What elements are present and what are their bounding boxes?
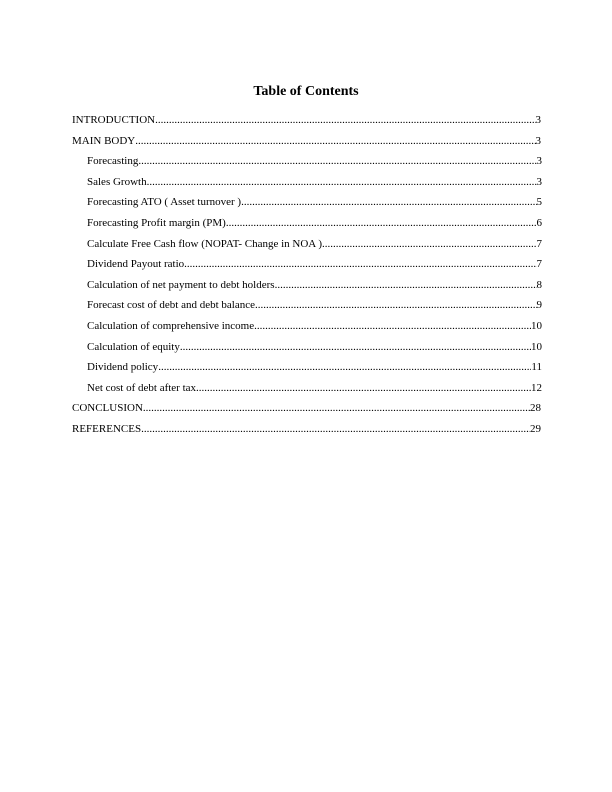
toc-entry-page-number: 12 <box>531 381 542 394</box>
toc-entry[interactable] <box>72 360 542 381</box>
toc-entry[interactable] <box>72 257 542 278</box>
toc-entry[interactable] <box>72 195 542 216</box>
toc-entry-page-number: 3 <box>535 114 541 126</box>
toc-dot-leader <box>147 175 537 189</box>
toc-entry[interactable] <box>72 319 542 340</box>
toc-entry[interactable] <box>72 401 541 422</box>
toc-entry-page-number: 3 <box>536 175 542 188</box>
toc-entry-page-number: 29 <box>530 422 541 435</box>
toc-dot-leader <box>180 340 531 354</box>
toc-dot-leader <box>141 422 530 436</box>
toc-entry-page-number: 10 <box>531 340 542 353</box>
toc-entry-page-number: 11 <box>531 361 542 374</box>
toc-entry-label: INTRODUCTION <box>72 114 156 126</box>
toc-entry-label: Sales Growth <box>87 175 147 188</box>
toc-entry-page-number: 6 <box>536 216 542 229</box>
toc-dot-leader <box>322 237 536 251</box>
toc-entry-label: MAIN BODY <box>72 134 136 147</box>
toc-entry-label: Net cost of debt after tax <box>87 381 197 394</box>
toc-entry-page-number: 7 <box>536 237 542 250</box>
toc-entry-page-number: 8 <box>536 278 542 291</box>
toc-entry-page-number: 28 <box>530 402 541 415</box>
toc-entry[interactable] <box>72 278 542 299</box>
toc-dot-leader <box>196 381 531 395</box>
toc-list <box>72 113 552 443</box>
toc-entry[interactable] <box>72 134 541 155</box>
toc-entry-label: Forecasting <box>87 155 139 168</box>
toc-entry-label: CONCLUSION <box>72 402 143 415</box>
toc-dot-leader <box>155 113 535 127</box>
toc-entry-page-number: 3 <box>536 155 542 168</box>
toc-entry[interactable] <box>72 237 542 258</box>
toc-entry-page-number: 10 <box>531 319 542 332</box>
toc-dot-leader <box>255 298 537 312</box>
toc-entry-page-number: 9 <box>536 299 542 312</box>
toc-dot-leader <box>138 154 536 168</box>
toc-entry[interactable] <box>72 216 542 237</box>
toc-dot-leader <box>158 360 531 374</box>
toc-dot-leader <box>184 257 536 271</box>
toc-dot-leader <box>254 319 531 333</box>
toc-entry-label: Calculation of equity <box>87 340 180 353</box>
toc-entry-label: Forecasting Profit margin (PM) <box>87 216 226 229</box>
toc-dot-leader <box>226 216 537 230</box>
toc-dot-leader <box>241 195 536 209</box>
toc-entry[interactable] <box>72 422 541 443</box>
toc-entry[interactable] <box>72 175 542 196</box>
toc-entry[interactable] <box>72 298 542 319</box>
toc-entry-label: Calculation of net payment to debt holders <box>87 278 275 291</box>
toc-entry-label: Forecast cost of debt and debt balance <box>87 299 255 312</box>
toc-dot-leader <box>135 134 535 148</box>
toc-entry-label: Calculate Free Cash flow (NOPAT- Change in NOA ) <box>87 237 323 250</box>
toc-entry-page-number: 7 <box>536 258 542 271</box>
toc-entry[interactable] <box>72 381 542 402</box>
toc-dot-leader <box>275 278 537 292</box>
toc-entry[interactable] <box>72 154 542 175</box>
toc-entry[interactable] <box>72 340 542 361</box>
toc-entry[interactable] <box>72 113 541 134</box>
toc-entry-label: Dividend Payout ratio <box>87 258 185 271</box>
toc-dot-leader <box>143 401 530 415</box>
toc-entry-page-number: 3 <box>535 134 541 147</box>
toc-entry-label: REFERENCES <box>72 422 142 435</box>
toc-entry-label: Dividend policy <box>87 361 159 374</box>
toc-entry-label: Calculation of comprehensive income <box>87 319 255 332</box>
toc-entry-label: Forecasting ATO ( Asset turnover ) <box>87 196 242 209</box>
toc-title: Table of Contents <box>253 84 359 99</box>
toc-entry-page-number: 5 <box>536 196 542 209</box>
